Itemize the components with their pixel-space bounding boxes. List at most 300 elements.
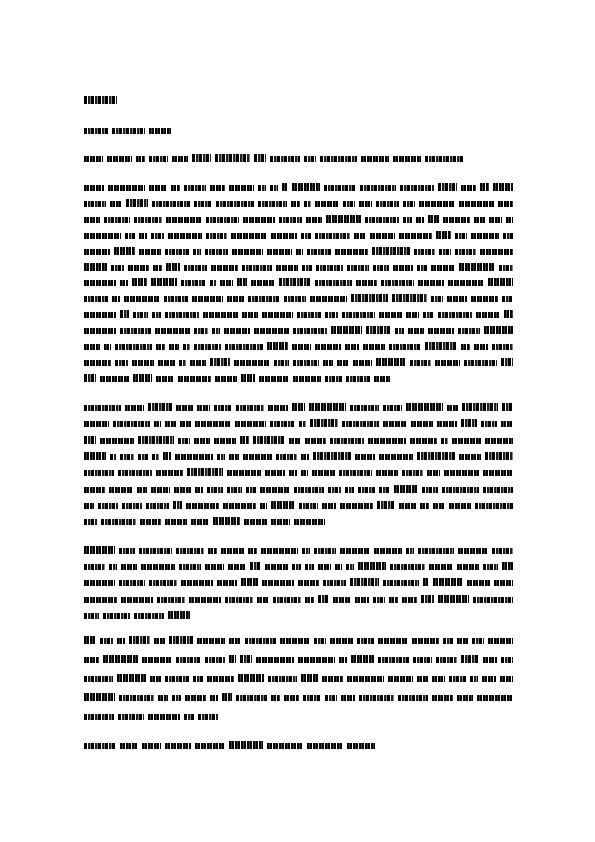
word-mark: [156, 470, 183, 476]
word-mark: [431, 265, 455, 271]
word-mark: [379, 454, 413, 460]
word-mark: [126, 199, 148, 207]
word-mark: [437, 421, 457, 427]
word-mark: [227, 296, 244, 302]
word-mark: [422, 487, 438, 493]
word-mark: [310, 419, 338, 427]
word-mark: [297, 312, 321, 318]
word-mark: [436, 231, 451, 239]
word-mark: [119, 580, 145, 586]
word-mark: [331, 326, 362, 334]
word-mark: [186, 503, 219, 509]
word-mark: [270, 156, 300, 162]
word-mark: [416, 217, 424, 223]
word-mark: [475, 503, 513, 509]
word-mark: [488, 278, 513, 286]
word-mark: [373, 265, 389, 271]
word-mark: [296, 249, 303, 255]
paragraph-line: [84, 312, 513, 319]
word-mark: [441, 438, 448, 444]
word-mark: [122, 503, 142, 509]
word-mark: [476, 312, 500, 318]
word-mark: [276, 454, 297, 460]
word-mark: [165, 249, 189, 255]
word-mark: [84, 613, 99, 619]
word-mark: [178, 438, 190, 444]
word-mark: [84, 280, 116, 286]
word-mark: [108, 185, 145, 191]
word-mark: [205, 249, 228, 255]
word-mark: [125, 405, 144, 411]
word-mark: [181, 580, 213, 586]
word-mark: [366, 326, 391, 334]
word-mark: [84, 436, 96, 444]
word-mark: [151, 487, 170, 493]
word-mark: [410, 438, 437, 444]
word-mark: [459, 201, 494, 207]
word-mark: [303, 695, 321, 701]
word-mark: [351, 655, 374, 663]
word-mark: [373, 597, 385, 603]
word-mark: [489, 217, 502, 223]
word-mark: [355, 454, 375, 460]
word-mark: [176, 657, 201, 663]
word-mark: [499, 265, 513, 271]
word-mark: [118, 470, 152, 476]
word-mark: [139, 548, 172, 554]
paragraph-line: [84, 676, 513, 683]
word-mark: [146, 503, 169, 509]
word-mark: [500, 676, 513, 682]
word-mark: [302, 265, 312, 271]
word-mark: [378, 657, 409, 663]
word-mark: [190, 360, 206, 366]
word-mark: [501, 358, 513, 366]
word-mark: [195, 743, 225, 749]
word-mark: [243, 454, 272, 460]
word-mark: [406, 548, 414, 554]
word-mark: [175, 454, 213, 460]
word-mark: [124, 296, 160, 302]
word-mark: [217, 580, 237, 586]
word-mark: [125, 233, 135, 239]
word-mark: [151, 233, 164, 239]
word-mark: [443, 638, 453, 644]
word-mark: [250, 562, 261, 570]
word-mark: [480, 183, 489, 191]
word-mark: [115, 360, 128, 366]
word-mark: [107, 156, 132, 162]
word-mark: [138, 436, 174, 444]
word-mark: [350, 578, 379, 586]
word-mark: [206, 217, 239, 223]
word-mark: [293, 360, 319, 366]
word-mark: [358, 562, 386, 570]
word-mark: [458, 548, 488, 554]
word-mark: [470, 676, 478, 682]
word-mark: [402, 470, 423, 476]
word-mark: [152, 454, 159, 460]
word-mark: [477, 695, 513, 701]
word-mark: [84, 597, 117, 603]
word-mark: [501, 421, 513, 427]
word-mark: [457, 695, 473, 701]
word-mark: [261, 548, 298, 554]
word-mark: [471, 233, 499, 239]
word-mark: [502, 296, 513, 302]
word-mark: [84, 519, 97, 525]
word-mark: [347, 265, 369, 271]
word-mark: [494, 580, 513, 586]
word-mark: [227, 487, 242, 493]
word-mark: [168, 611, 190, 619]
word-mark: [298, 580, 319, 586]
word-mark: [276, 265, 298, 271]
paragraph-line: [84, 597, 513, 604]
word-mark: [325, 376, 342, 382]
word-mark: [206, 233, 227, 239]
paragraph-line: [84, 360, 513, 367]
word-mark: [314, 548, 336, 554]
word-mark: [253, 436, 285, 444]
word-mark: [194, 438, 210, 444]
word-mark: [400, 185, 434, 191]
word-mark: [84, 263, 107, 271]
word-mark: [84, 487, 105, 493]
word-mark: [292, 564, 301, 570]
word-mark: [488, 638, 513, 644]
word-mark: [84, 201, 106, 207]
paragraph-line: [84, 470, 513, 477]
paragraph-line: [84, 503, 513, 510]
word-mark: [474, 344, 488, 350]
word-mark: [229, 454, 239, 460]
word-mark: [173, 501, 182, 509]
word-mark: [273, 597, 301, 603]
word-mark: [395, 328, 404, 334]
word-mark: [84, 217, 100, 223]
word-mark: [444, 470, 479, 476]
word-mark: [198, 714, 218, 720]
word-mark: [483, 564, 498, 570]
word-mark: [149, 185, 167, 191]
word-mark: [268, 676, 297, 682]
word-mark: [189, 597, 221, 603]
word-mark: [232, 249, 263, 255]
word-mark: [84, 185, 104, 191]
word-mark: [428, 328, 454, 334]
word-mark: [149, 156, 168, 162]
word-mark: [292, 183, 320, 191]
word-mark: [280, 638, 310, 644]
paragraph-line: [84, 519, 325, 526]
word-mark: [176, 405, 193, 411]
word-mark: [411, 421, 433, 427]
word-mark: [379, 487, 390, 493]
paragraph-line: [84, 487, 513, 494]
word-mark: [504, 310, 513, 318]
word-mark: [268, 405, 288, 411]
word-mark: [195, 421, 231, 427]
paragraph-line: [84, 454, 513, 461]
word-mark: [389, 597, 398, 603]
word-mark: [403, 217, 412, 223]
word-mark: [299, 503, 318, 509]
word-mark: [323, 360, 333, 366]
word-mark: [158, 695, 168, 701]
word-mark: [318, 564, 331, 570]
word-mark: [101, 519, 136, 525]
word-mark: [414, 249, 435, 255]
word-mark: [221, 548, 244, 554]
word-mark: [293, 376, 321, 382]
word-mark: [345, 487, 354, 493]
word-mark: [234, 360, 270, 366]
word-mark: [84, 128, 108, 134]
word-mark: [100, 638, 113, 644]
word-mark: [109, 564, 117, 570]
word-mark: [120, 743, 138, 749]
word-mark: [174, 487, 191, 493]
word-mark: [178, 376, 211, 382]
word-mark: [423, 578, 429, 586]
word-mark: [245, 638, 276, 644]
word-mark: [242, 312, 258, 318]
word-mark: [389, 344, 421, 350]
paragraph-line: [84, 217, 513, 224]
word-mark: [328, 487, 341, 493]
word-mark: [368, 438, 406, 444]
word-mark: [100, 438, 134, 444]
word-mark: [473, 597, 513, 603]
word-mark: [417, 265, 427, 271]
word-mark: [212, 328, 220, 334]
word-mark: [310, 296, 347, 302]
word-mark: [347, 743, 375, 749]
word-mark: [194, 328, 208, 334]
word-mark: [390, 564, 425, 570]
word-mark: [449, 676, 466, 682]
word-mark: [153, 265, 162, 271]
word-mark: [421, 595, 434, 603]
heading-line: [84, 128, 171, 135]
word-mark: [376, 201, 399, 207]
word-mark: [346, 376, 370, 382]
word-mark: [464, 360, 497, 366]
word-mark: [184, 714, 194, 720]
word-mark: [208, 548, 217, 554]
word-mark: [110, 201, 122, 207]
word-mark: [176, 548, 204, 554]
word-mark: [305, 564, 314, 570]
word-mark: [267, 342, 288, 350]
word-mark: [335, 564, 342, 570]
word-mark: [104, 217, 130, 223]
word-mark: [474, 217, 485, 223]
word-mark: [84, 296, 108, 302]
word-mark: [282, 183, 288, 191]
word-mark: [378, 638, 408, 644]
word-mark: [320, 156, 357, 162]
word-mark: [301, 233, 311, 239]
word-mark: [84, 96, 117, 104]
word-mark: [438, 183, 457, 191]
word-mark: [121, 564, 137, 570]
word-mark: [168, 233, 202, 239]
word-mark: [227, 470, 261, 476]
word-mark: [132, 360, 154, 366]
word-mark: [254, 328, 289, 334]
word-mark: [359, 201, 372, 207]
word-mark: [313, 452, 351, 460]
word-mark: [399, 503, 416, 509]
word-mark: [315, 280, 352, 286]
word-mark: [461, 185, 476, 191]
word-mark: [214, 438, 236, 444]
word-mark: [154, 638, 165, 644]
closing-line: [84, 743, 375, 750]
word-mark: [485, 452, 513, 460]
paragraph-line: [84, 613, 190, 620]
word-mark: [169, 636, 193, 644]
paragraph-line: [84, 185, 513, 192]
word-mark: [412, 638, 439, 644]
word-mark: [134, 217, 162, 223]
word-mark: [110, 454, 116, 460]
word-mark: [322, 676, 343, 682]
word-mark: [248, 296, 280, 302]
word-mark: [363, 344, 385, 350]
word-mark: [462, 403, 498, 411]
word-mark: [482, 676, 496, 682]
word-mark: [220, 280, 233, 286]
word-mark: [84, 693, 115, 701]
word-mark: [165, 421, 176, 427]
word-mark: [502, 562, 513, 570]
paragraph-line: [84, 714, 218, 721]
word-mark: [284, 695, 299, 701]
word-mark: [271, 233, 297, 239]
word-mark: [333, 597, 351, 603]
word-mark: [438, 595, 469, 603]
word-mark: [304, 201, 311, 207]
word-mark: [342, 421, 379, 427]
word-mark: [84, 546, 115, 554]
word-mark: [84, 580, 115, 586]
word-mark: [330, 438, 364, 444]
word-mark: [374, 376, 390, 382]
word-mark: [438, 312, 472, 318]
word-mark: [154, 421, 161, 427]
word-mark: [481, 421, 497, 427]
word-mark: [341, 695, 355, 701]
word-mark: [394, 485, 418, 493]
word-mark: [325, 695, 337, 701]
word-mark: [455, 249, 476, 255]
word-mark: [84, 503, 94, 509]
word-mark: [257, 597, 269, 603]
word-mark: [242, 265, 272, 271]
word-mark: [164, 296, 188, 302]
word-mark: [447, 405, 458, 411]
word-mark: [203, 312, 238, 318]
paragraph-line: [84, 233, 513, 240]
word-mark: [148, 403, 172, 411]
word-mark: [298, 657, 335, 663]
paragraph-line: [84, 296, 513, 303]
word-mark: [84, 344, 100, 350]
word-mark: [294, 487, 324, 493]
word-mark: [340, 548, 370, 554]
word-mark: [84, 743, 116, 749]
word-mark: [383, 580, 419, 586]
word-mark: [84, 328, 116, 334]
word-mark: [457, 564, 479, 570]
word-mark: [452, 438, 481, 444]
paragraph-line: [84, 580, 513, 587]
word-mark: [236, 695, 267, 701]
word-mark: [335, 249, 368, 255]
word-mark: [113, 421, 150, 427]
word-mark: [383, 421, 407, 427]
word-mark: [358, 487, 375, 493]
word-mark: [166, 217, 202, 223]
word-mark: [236, 405, 264, 411]
word-mark: [84, 657, 99, 663]
word-mark: [314, 638, 326, 644]
word-mark: [84, 249, 110, 255]
word-mark: [150, 676, 161, 682]
word-mark: [428, 215, 439, 223]
word-mark: [435, 360, 460, 366]
word-mark: [193, 249, 201, 255]
word-mark: [214, 405, 232, 411]
word-mark: [217, 454, 225, 460]
paragraph-line: [84, 376, 390, 383]
word-mark: [179, 564, 201, 570]
word-mark: [443, 217, 470, 223]
word-mark: [418, 280, 444, 286]
word-mark: [139, 233, 147, 239]
word-mark: [260, 487, 290, 493]
word-mark: [432, 695, 453, 701]
word-mark: [429, 564, 453, 570]
word-mark: [262, 580, 294, 586]
word-mark: [492, 548, 513, 554]
word-mark: [248, 548, 257, 554]
word-mark: [330, 638, 353, 644]
word-mark: [399, 233, 432, 239]
word-mark: [370, 233, 395, 239]
word-mark: [244, 519, 267, 525]
word-mark: [215, 154, 250, 162]
paragraph-line: [84, 201, 513, 208]
heading-line: [84, 98, 117, 105]
word-mark: [166, 263, 180, 271]
word-mark: [301, 470, 308, 476]
word-mark: [439, 249, 451, 255]
word-mark: [353, 360, 372, 366]
word-mark: [461, 655, 479, 663]
word-mark: [225, 597, 253, 603]
paragraph-line: [84, 564, 513, 571]
word-mark: [84, 452, 106, 460]
word-mark: [210, 695, 218, 701]
word-mark: [152, 201, 190, 207]
word-mark: [279, 217, 302, 223]
word-mark: [271, 519, 290, 525]
word-mark: [307, 743, 343, 749]
